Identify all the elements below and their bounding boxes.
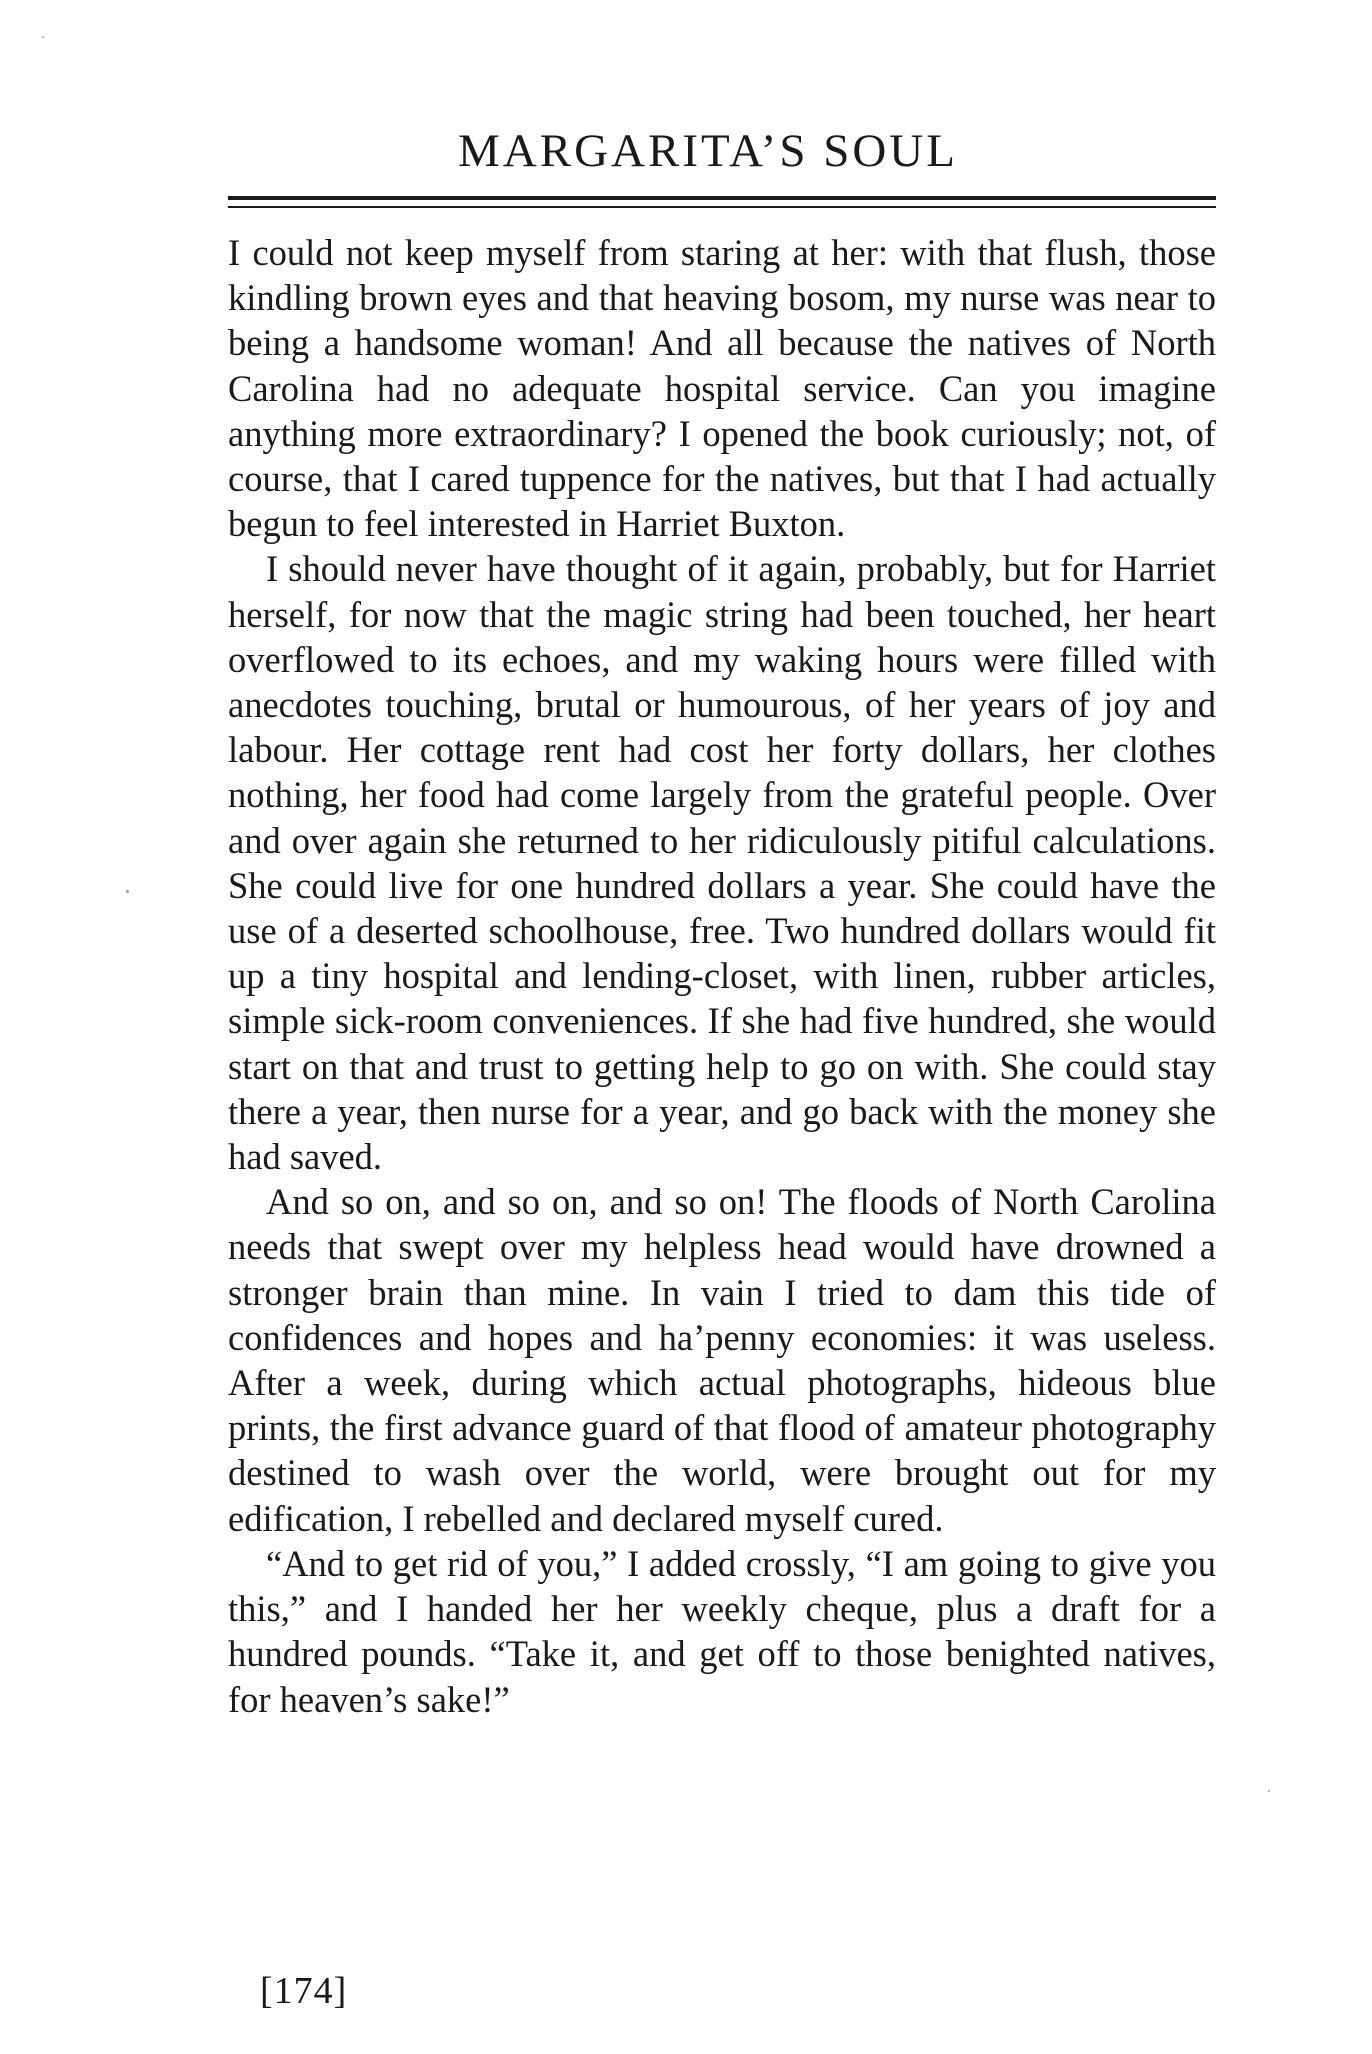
paper-speck: [126, 890, 129, 893]
header-rule-thick: [228, 196, 1216, 200]
paragraph-3: And so on, and so on, and so on! The floods of North Carolina needs that swept over my helpless head would have drowned a stronger brain than mine. In vain I tried to dam this tide of confidences and hopes and ha’penny economies: it was useless. After a week, during which actual photographs, hideous blue prints, the first advance guard of that flood of amateur photography destined to wash over the world, were brought out for my edification, I rebelled and declared myself cured.: [228, 1181, 1216, 1539]
header-rule-thin: [228, 206, 1216, 208]
paragraph-2: I should never have thought of it again, probably, but for Harriet herself, for now that the magic string had been touched, her heart overflowed to its echoes, and my waking hours were filled with anecdotes touching, brutal or humourous, of her years of joy and labour. Her cottage rent had cost her forty dollars, her clothes nothing, her food had come largely from the grateful people. Over and over again she returned to her ridiculously pitiful calculations. She could live for one hundred dollars a year. She could have the use of a deserted schoolhouse, free. Two hundred dollars would fit up a tiny hospital and lending-closet, with linen, rubber articles, simple sick-room conveniences. If she had five hundred, she would start on that and trust to getting help to go on with. She could stay there a year, then nurse for a year, and go back with the money she had saved.: [228, 548, 1216, 1178]
running-title: MARGARITA’S SOUL: [458, 125, 958, 177]
paragraph-4: “And to get rid of you,” I added crossly, “I am going to give you this,” and I handed her her weekly cheque, plus a draft for a hundred pounds. “Take it, and get off to those benighted natives, for heaven’s sake!”: [228, 1542, 1216, 1720]
paragraph-1: I could not keep myself from staring at her: with that flush, those kindling brown eyes and that heaving bosom, my nurse was near to being a handsome woman! And all because the natives of North Carolina had no adequate hospital service. Can you imagine anything more extraordinary? I opened the book curiously; not, of course, that I cared tuppence for the natives, but that I had actually begun to feel interested in Harriet Buxton.: [228, 232, 1216, 545]
paper-speck: [1268, 1790, 1270, 1792]
paper-speck: [42, 36, 44, 38]
page-number: [174]: [260, 1970, 348, 2012]
body-text: [228, 230, 1216, 1722]
